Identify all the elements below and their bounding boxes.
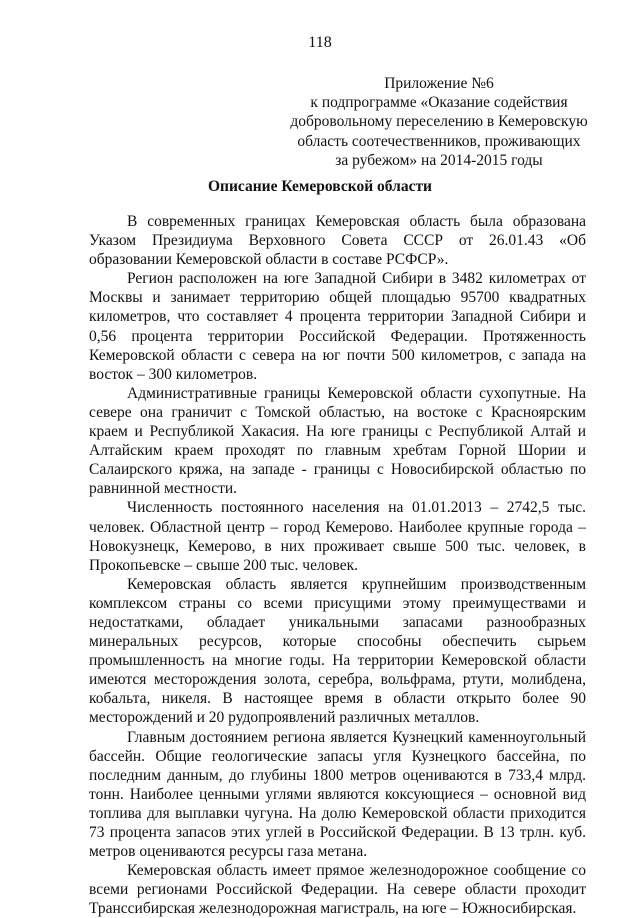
appendix-line: область соотечественников, проживающих xyxy=(297,132,581,150)
appendix-note xyxy=(290,74,588,170)
paragraph-resources: Кемеровская область является крупнейшим производственным комплексом страны со всеми присущими этому преимуществами и недостатками, обладает уникальными запасами разнообразных минеральных ресурсов, которые способны обеспечить сырьем промышленность на многие годы. На территории Кемеровской области имеются месторождения золота, серебра, вольфрама, ртути, молибдена, кобальта, никеля. В настоящее время в области открыто более 90 месторождений и 20 рудопроявлений различных металлов. xyxy=(89,575,586,727)
paragraph-coal-basin: Главным достоянием региона является Кузнецкий каменноугольный бассейн. Общие геологические запасы угля Кузнецкого бассейна, по последним данным, до глубины 1800 метров оцениваются в 733,4 млрд. тонн. Наиболее ценными углями являются коксующиеся – основной вид топлива для выплавки чугуна. На долю Кемеровской области приходится 73 процента запасов этих углей в Российской Федерации. В 13 трлн. куб. метров оцениваются ресурсы газа метана. xyxy=(89,728,586,861)
appendix-line: добровольному переселению в Кемеровскую xyxy=(290,113,588,131)
appendix-line: Приложение №6 xyxy=(384,75,494,92)
page-number: 118 xyxy=(308,34,332,51)
paragraph-formation: В современных границах Кемеровская область была образована Указом Президиума Верховного Совета СССР от 26.01.43 «Об образовании Кемеровской области в составе РСФСР». xyxy=(89,213,586,269)
paragraph-railways: Кемеровская область имеет прямое железнодорожное сообщение со всеми регионами Российской Федерации. На севере области проходит Транссибирская железнодорожная магистраль, на юге – Южносибирская. xyxy=(89,862,586,918)
document-body xyxy=(89,212,586,918)
paragraph-population: Численность постоянного населения на 01.01.2013 – 2742,5 тыс. человек. Областной центр – город Кемерово. Наиболее крупные города – Новокузнецк, Кемерово, в них проживает свыше 500 тыс. человек, в Прокопьевске – свыше 200 тыс. человек. xyxy=(89,499,586,574)
paragraph-borders: Административные границы Кемеровской области сухопутные. На севере она граничит с Томской областью, на востоке с Красноярским краем и Республикой Хакасия. На юге границы с Республикой Алтай и Алтайским краем проходят по главным хребтам Горной Шории и Салаирского кряжа, на западе - границы с Новосибирской областью по равнинной местности. xyxy=(89,384,586,498)
paragraph-location: Регион расположен на юге Западной Сибири в 3482 километрах от Москвы и занимает территорию общей площадью 95700 квадратных километров, что составляет 4 процента территории Западной Сибири и 0,56 процента территории Российской Федерации. Протяженность Кемеровской области с севера на юг почти 500 километров, с запада на восток – 300 километров. xyxy=(89,270,586,383)
appendix-line: за рубежом» на 2014-2015 годы xyxy=(335,151,543,169)
document-title: Описание Кемеровской области xyxy=(207,178,432,195)
appendix-line: к подпрограмме «Оказание содействия xyxy=(310,94,568,112)
